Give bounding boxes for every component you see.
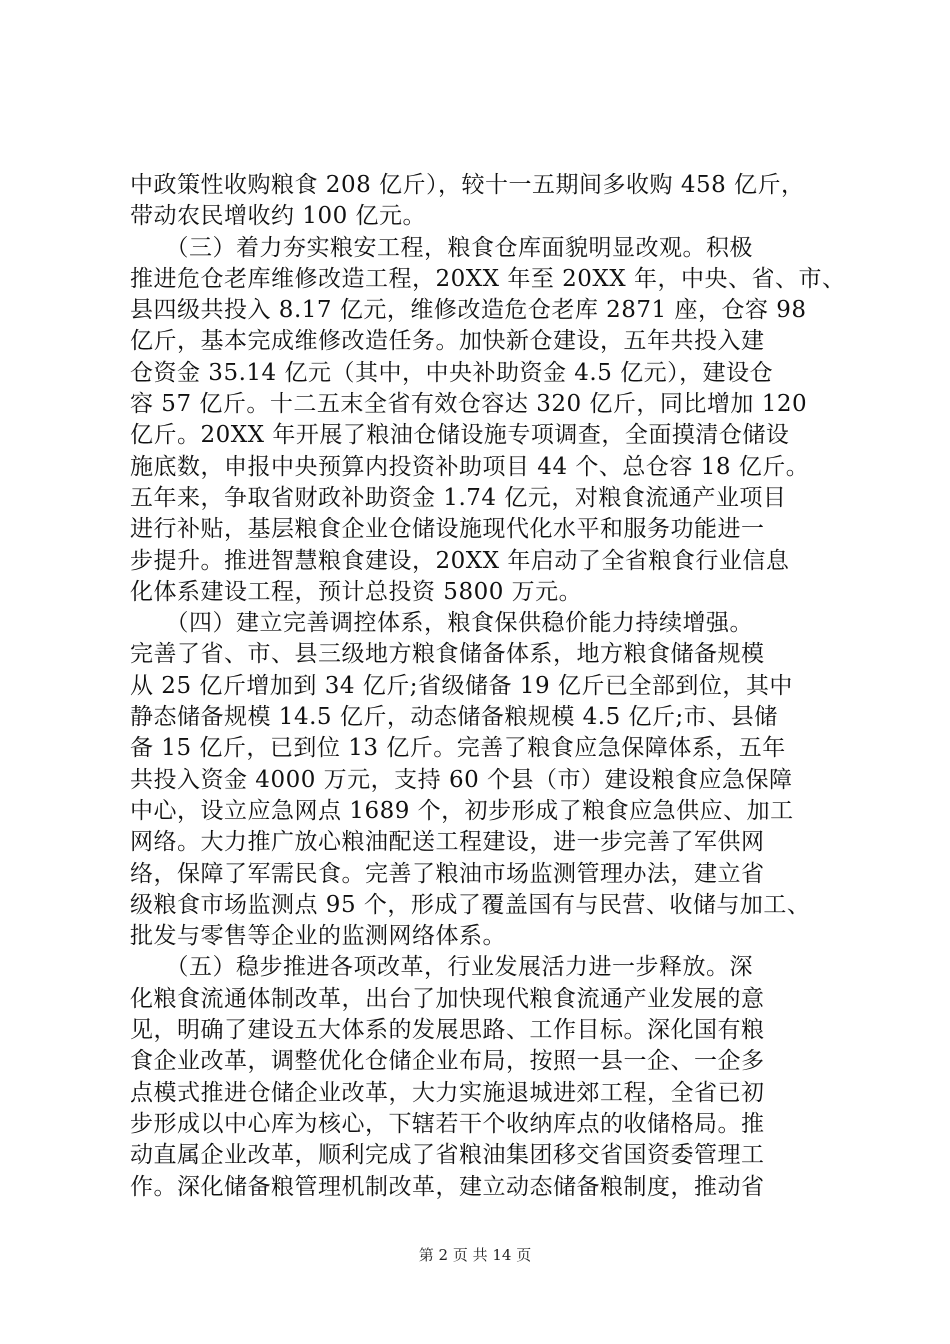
text-line: 食企业改革，调整优化仓储企业布局，按照一县一企、一企多 (130, 1048, 765, 1075)
text-line: 亿斤。20XX 年开展了粮油仓储设施专项调查，全面摸清仓储设 (130, 422, 790, 449)
text-line: 步提升。推进智慧粮食建设，20XX 年启动了全省粮食行业信息 (130, 547, 790, 574)
document-body (130, 170, 846, 1203)
text-line: 化体系建设工程，预计总投资 5800 万元。 (130, 578, 583, 605)
text-line: 级粮食市场监测点 95 个，形成了覆盖国有与民营、收储与加工、 (130, 891, 811, 918)
text-line: （四）建立完善调控体系，粮食保供稳价能力持续增强。 (130, 610, 753, 637)
text-line: 静态储备规模 14.5 亿斤，动态储备粮规模 4.5 亿斤;市、县储 (130, 704, 778, 731)
text-line: 仓资金 35.14 亿元（其中，中央补助资金 4.5 亿元），建设仓 (130, 359, 774, 386)
text-line: 亿斤，基本完成维修改造任务。加快新仓建设，五年共投入建 (130, 328, 765, 355)
page-number-footer: 第 2 页 共 14 页 (418, 1246, 532, 1264)
text-line: 作。深化储备粮管理机制改革，建立动态储备粮制度，推动省 (130, 1173, 765, 1200)
text-line: 络，保障了军需民食。完善了粮油市场监测管理办法，建立省 (130, 860, 765, 887)
text-line: 施底数，申报中央预算内投资补助项目 44 个、总仓容 18 亿斤。 (130, 453, 810, 480)
text-line: 从 25 亿斤增加到 34 亿斤;省级储备 19 亿斤已全部到位，其中 (130, 672, 793, 699)
text-line: （五）稳步推进各项改革，行业发展活力进一步释放。深 (130, 954, 753, 981)
text-line: 推进危仓老库维修改造工程，20XX 年至 20XX 年，中央、省、市、 (130, 265, 846, 292)
text-line: （三）着力夯实粮安工程，粮食仓库面貌明显改观。积极 (130, 234, 753, 261)
text-line: 动直属企业改革，顺利完成了省粮油集团移交省国资委管理工 (130, 1142, 765, 1169)
text-line: 容 57 亿斤。十二五末全省有效仓容达 320 亿斤，同比增加 120 (130, 391, 808, 418)
text-line: 备 15 亿斤，已到位 13 亿斤。完善了粮食应急保障体系，五年 (130, 735, 786, 762)
text-line: 中心，设立应急网点 1689 个，初步形成了粮食应急供应、加工 (130, 797, 794, 824)
text-line: 批发与零售等企业的监测网络体系。 (130, 923, 506, 950)
text-line: 五年来，争取省财政补助资金 1.74 亿元，对粮食流通产业项目 (130, 484, 787, 511)
text-line: 县四级共投入 8.17 亿元，维修改造危仓老库 2871 座，仓容 98 (130, 297, 807, 324)
text-line: 完善了省、市、县三级地方粮食储备体系，地方粮食储备规模 (130, 641, 765, 668)
text-line: 点模式推进仓储企业改革，大力实施退城进郊工程，全省已初 (130, 1079, 765, 1106)
text-line: 见，明确了建设五大体系的发展思路、工作目标。深化国有粮 (130, 1017, 765, 1044)
text-line: 步形成以中心库为核心，下辖若干个收纳库点的收储格局。推 (130, 1110, 765, 1137)
text-line: 网络。大力推广放心粮油配送工程建设，进一步完善了军供网 (130, 829, 765, 856)
text-line: 带动农民增收约 100 亿元。 (130, 203, 427, 230)
text-line: 中政策性收购粮食 208 亿斤），较十一五期间多收购 458 亿斤， (130, 172, 805, 198)
text-line: 进行补贴，基层粮食企业仓储设施现代化水平和服务功能进一 (130, 516, 765, 543)
text-line: 化粮食流通体制改革，出台了加快现代粮食流通产业发展的意 (130, 985, 765, 1012)
text-line: 共投入资金 4000 万元，支持 60 个县（市）建设粮食应急保障 (130, 766, 793, 793)
